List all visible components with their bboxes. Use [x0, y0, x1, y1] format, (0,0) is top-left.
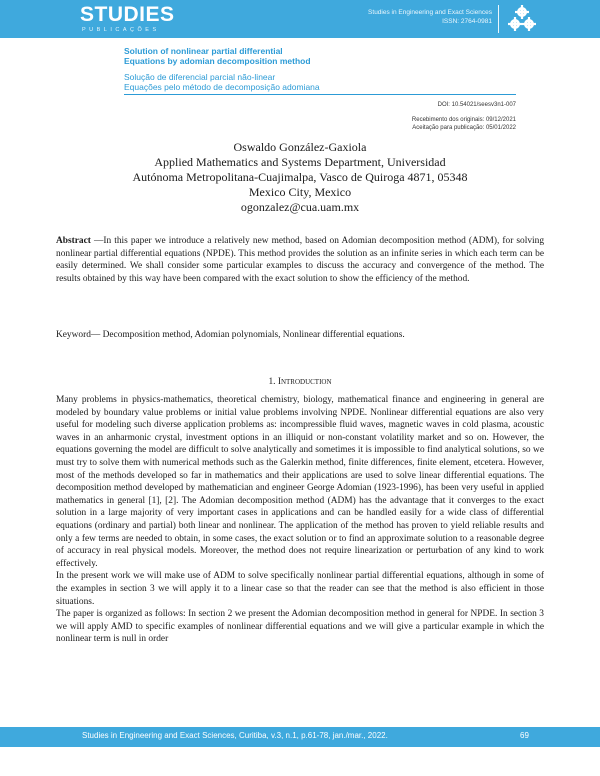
journal-info: [368, 8, 492, 26]
paragraph-3: The paper is organized as follows: In section 2 we present the Adomian decomposition method in general for NPDE. In section 3 we will apply AMD to specific examples of nonlinear differential equations and we will give a particular example in which the nonlinear term is null in order: [56, 609, 544, 645]
paragraph-2: In the present work we will make use of ADM to solve specifically nonlinear partial differential equations, although in some of the examples in section 3 we will apply it to a linear case so that the reader can see that the method is also efficient in those situations.: [56, 571, 544, 607]
abstract-label: Abstract: [56, 236, 91, 246]
journal-issn: ISSN: 2764-0981: [442, 18, 492, 25]
header-divider: [498, 5, 499, 33]
accepted-date: Aceitação para publicação: 05/01/2022: [412, 125, 516, 131]
section-heading: [0, 377, 600, 387]
title-english: [124, 46, 311, 66]
journal-title: Studies in Engineering and Exact Sciences: [368, 9, 492, 16]
journal-logo: STUDIES: [80, 3, 175, 26]
title-english-line1: Solution of nonlinear partial differential: [124, 46, 283, 56]
author-affiliation-3: Mexico City, Mexico: [248, 185, 352, 199]
title-portuguese: [124, 72, 320, 92]
doi: DOI: 10.54021/seesv3n1-007: [437, 102, 516, 108]
author-name: Oswaldo González-Gaxiola: [233, 140, 367, 154]
title-divider: [124, 94, 516, 95]
title-portuguese-line1: Solução de diferencial parcial não-linear: [124, 72, 276, 82]
paragraph-1: Many problems in physics-mathematics, theoretical chemistry, biology, mathematical finance and engineering in general are modeled by boundary value problems or initial value problems involving NPDE. Nonlinear differential equations are also very useful for modeling such diverse application problems as: incompressible fluid waves, magnetic waves in cold plasma, acoustic waves in an anharmonic crystal, investment options in an illiquid or non-constant volatility market and so on. However, the equations governing the model are difficult to solve analytically and sometimes it is impossible to find analytical solutions, so we must try to solve them with numerical methods such as the Galerkin method, finite differences, finite element, etcetera. However, most of the methods developed so far in mathematics and their applications are used to solve linear differential equations. The decomposition method developed by mathematician and engineer George Adomian (1923-1996), has been very useful in applied mathematics in general [1], [2]. The Adomian decomposition method (ADM) has the advantage that it converges to the exact solution in a large majority of very important cases in applications and can be handled easily for a wide class of differential equations (ordinary and partial) both linear and nonlinear. The application of the method has proven to yield reliable results and only a few terms are needed to obtain, in some cases, the exact solution or to find an approximate solution to a reasonable degree of accuracy in real physical models. Moreover, the method does not require linearization or perturbation of any kind to work effectively.: [56, 395, 544, 569]
author-affiliation-2: Autónoma Metropolitana-Cuajimalpa, Vasco de Quiroga 4871, 05348: [132, 170, 468, 184]
section-number: 1.: [268, 377, 276, 387]
page-number: 69: [520, 731, 529, 740]
title-english-line2: Equations by adomian decomposition method: [124, 56, 311, 66]
abstract-text: —In this paper we introduce a relatively new method, based on Adomian decomposition method (ADM), for solving nonlinear partial differential equations (NPDE). This method provides the solution as an infinite series in which each term can be easily determined. We shall consider some particular examples to discuss the accuracy and convergence of the method. The results obtained by this way have been compared with the exact solution to show the efficiency of the method.: [56, 236, 545, 284]
section-title: Introduction: [277, 377, 332, 387]
title-portuguese-line2: Equações pelo método de decomposição adomiana: [124, 82, 320, 92]
received-date: Recebimento dos originais: 09/12/2021: [411, 117, 516, 123]
body-text: [56, 394, 544, 646]
keywords: Keyword— Decomposition method, Adomian polynomials, Nonlinear differential equations.: [56, 330, 405, 340]
author-affiliation-1: Applied Mathematics and Systems Department, Universidad: [154, 155, 446, 169]
author-block: [0, 140, 600, 215]
abstract: [56, 235, 544, 285]
author-email[interactable]: ogonzalez@cua.uam.mx: [240, 200, 360, 214]
footer-citation: Studies in Engineering and Exact Sciences, Curitiba, v.3, n.1, p.61-78, jan./mar., 2022.: [82, 731, 388, 740]
gears-icon: [506, 3, 538, 35]
journal-logo-subtitle: PUBLICAÇÕES: [82, 27, 160, 33]
